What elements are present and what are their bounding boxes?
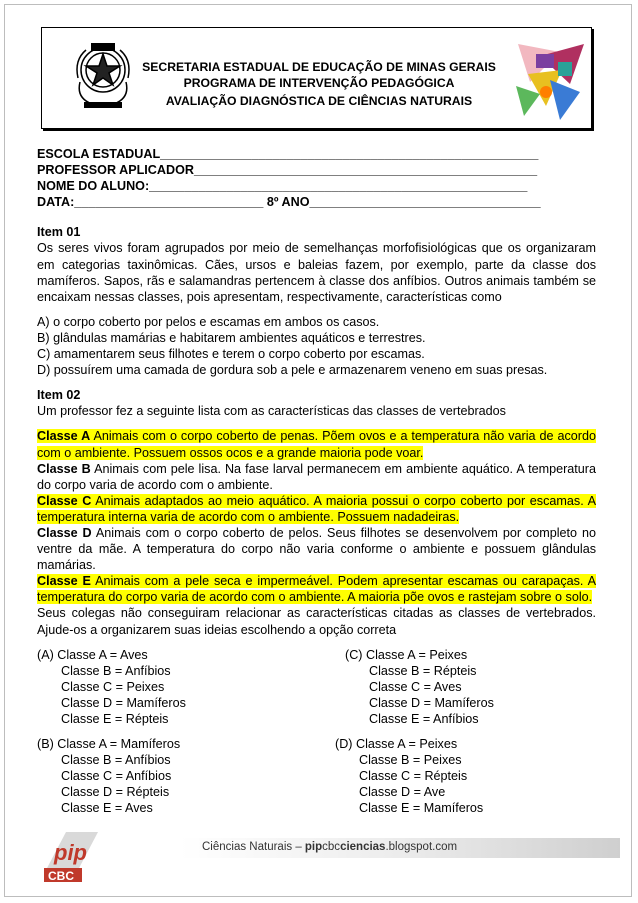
answer-option-d[interactable] [335, 736, 483, 816]
class-b-description [37, 461, 596, 493]
footer-prefix: Ciências Naturais – [202, 841, 305, 853]
logo-pip-text: pip [54, 840, 87, 865]
footer-brand-ciencias: ciencias [340, 841, 386, 853]
class-e-label: Classe E [37, 574, 91, 589]
answer-d-line: (D) Classe A = Peixes [335, 736, 458, 751]
field-professor[interactable]: PROFESSOR APLICADOR_________________________________________________ [37, 163, 538, 178]
class-a-text: Animais com o corpo coberto de penas. Põem ovos e a temperatura não varia de acordo com o ambiente. Possuem ossos ocos e a grande maioria pode voar. [37, 429, 596, 460]
answer-b-line: Classe C = Anfíbios [61, 768, 172, 783]
footer-credit [202, 841, 457, 853]
answer-b-line: Classe E = Aves [61, 801, 153, 815]
answer-c-line: (C) Classe A = Peixes [345, 647, 468, 662]
item1-option-c[interactable]: C) amamentarem seus filhotes e terem o corpo coberto por escamas. [37, 347, 425, 362]
answer-a-line: (A) Classe A = Aves [37, 647, 148, 662]
answer-a-line: Classe E = Répteis [61, 712, 169, 726]
field-aluno[interactable]: NOME DO ALUNO:______________________________________________________ [37, 179, 528, 194]
answer-a-line: Classe B = Anfíbios [61, 663, 171, 678]
answer-b-line: (B) Classe A = Mamíferos [37, 736, 181, 751]
document-body [37, 146, 596, 816]
field-escola[interactable]: ESCOLA ESTADUAL______________________________________________________ [37, 147, 539, 161]
class-e-description [37, 573, 596, 605]
item2-intro: Um professor fez a seguinte lista com as características das classes de vertebrados [37, 404, 506, 419]
item1-option-a[interactable]: A) o corpo coberto por pelos e escamas em ambos os casos. [37, 314, 380, 329]
answer-option-c[interactable] [345, 647, 494, 727]
answer-c-line: Classe E = Anfíbios [369, 712, 479, 726]
class-c-description [37, 493, 596, 525]
footer [12, 838, 626, 860]
answer-b-line: Classe D = Répteis [61, 784, 170, 799]
class-c-text: Animais adaptados ao meio aquático. A maioria possui o corpo coberto por escamas. A temperatura interna varia de acordo com o ambiente. Possuem nadadeiras. [37, 493, 596, 524]
item2-title: Item 02 [37, 388, 81, 403]
class-d-label: Classe D [37, 525, 92, 540]
answer-d-line: Classe B = Peixes [359, 752, 462, 767]
class-c-label: Classe C [37, 493, 92, 508]
item2-question: Seus colegas não conseguiram relacionar as características citadas as classes de vertebrados. Ajude-os a organizarem suas ideias escolhendo a opção correta [37, 606, 596, 637]
class-a-description [37, 428, 596, 460]
item1-title: Item 01 [37, 225, 81, 240]
footer-brand-cbc: cbc [322, 841, 341, 853]
answer-c-line: Classe D = Mamíferos [369, 695, 494, 710]
answer-c-line: Classe C = Aves [369, 679, 462, 694]
item1-option-d[interactable]: D) possuírem uma camada de gordura sob a pele e armazenarem veneno em suas presas. [37, 363, 548, 378]
header-line-avaliacao: AVALIAÇÃO DIAGNÓSTICA DE CIÊNCIAS NATURAIS [165, 94, 473, 108]
footer-suffix: .blogspot.com [385, 841, 458, 853]
answer-d-line: Classe D = Ave [359, 784, 446, 799]
class-b-text: Animais com pele lisa. Na fase larval permanecem em ambiente aquático. A temperatura do corpo varia de acordo com o ambiente. [37, 461, 596, 492]
class-d-description [37, 525, 596, 573]
logo-cbc-text: CBC [48, 869, 74, 883]
class-a-label: Classe A [37, 429, 91, 444]
class-d-text: Animais com o corpo coberto de pelos. Seus filhotes se desenvolvem por completo no ventre da mãe. A temperatura do corpo não varia conforme o ambiente e possuem glândulas mamárias. [37, 525, 596, 573]
answer-option-a[interactable] [37, 647, 186, 727]
answer-option-b[interactable] [37, 736, 180, 816]
item1-text: Os seres vivos foram agrupados por meio de semelhanças morfofisiológicas que os organizaram em categorias taxinômicas. Cães, ursos e baleias fazem, por exemplo, parte da classe dos mamíferos. Sapos, rãs e salamandras pertencem à classe dos anfíbios. Outros animais também se encaixam nessas classes, pois apresentam, respectivamente, características como [37, 241, 596, 304]
answer-b-line: Classe B = Anfíbios [61, 752, 171, 767]
answer-a-line: Classe C = Peixes [61, 679, 165, 694]
field-data[interactable]: DATA:___________________________ 8º ANO_________________________________ [37, 195, 541, 210]
item1-option-b[interactable]: B) glândulas mamárias e habitarem ambientes aquáticos e terrestres. [37, 330, 426, 345]
class-b-label: Classe B [37, 461, 91, 476]
answers-row-1 [37, 647, 596, 727]
answer-a-line: Classe D = Mamíferos [61, 695, 186, 710]
answer-d-line: Classe C = Répteis [359, 768, 468, 783]
pip-cbc-logo-icon [40, 826, 102, 886]
class-e-text: Animais com a pele seca e impermeável. Podem apresentar escamas ou carapaças. A temperatura do corpo varia de acordo com o ambiente. A maioria põe ovos e rastejam sobre o solo. [37, 574, 596, 605]
answers-row-2 [37, 736, 596, 816]
answer-d-line: Classe E = Mamíferos [359, 801, 484, 815]
answer-c-line: Classe B = Répteis [369, 663, 477, 678]
header-line-programa: PROGRAMA DE INTERVENÇÃO PEDAGÓGICA [183, 76, 455, 90]
header-line-secretaria: SECRETARIA ESTADUAL DE EDUCAÇÃO DE MINAS GERAIS [142, 60, 496, 74]
footer-brand-pip: pip [304, 841, 323, 853]
